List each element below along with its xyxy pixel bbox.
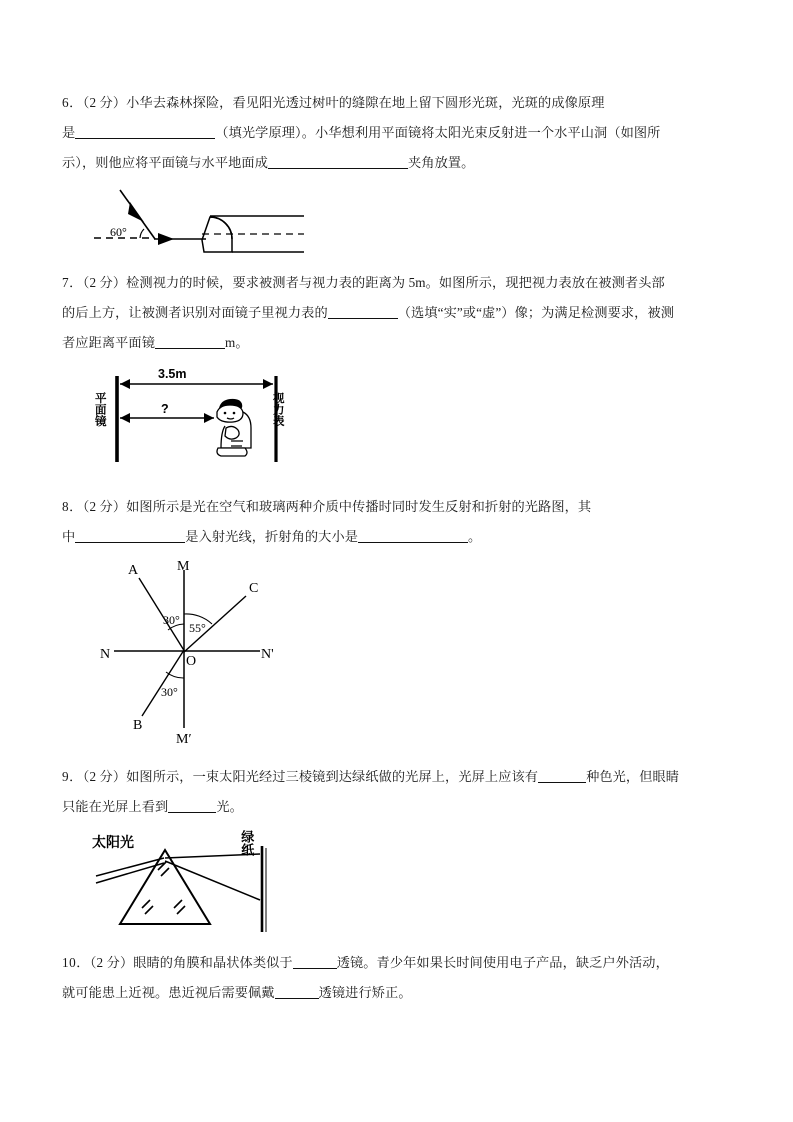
ray-B-line <box>142 650 184 716</box>
question-9-number: 9． <box>62 769 83 784</box>
question-8-marks: （2 分） <box>82 499 127 514</box>
question-7-block <box>62 268 734 358</box>
question-6-number: 6． <box>62 95 83 110</box>
question-6-text <box>62 88 734 178</box>
question-8-line1: 如图所示是光在空气和玻璃两种介质中传播时同时发生反射和折射的光路图，其 <box>126 499 592 514</box>
normal-label-M-prime: M′ <box>176 732 192 746</box>
question-8-text <box>62 492 734 552</box>
question-6-blank-1[interactable] <box>75 124 215 139</box>
question-7-line3-a: 者应距离平面镜 <box>62 335 156 350</box>
question-9-line1-b: 种色光，但眼睛 <box>586 769 680 784</box>
question-7-number: 7． <box>62 275 83 290</box>
question-9-line2-b: 光。 <box>216 799 243 814</box>
question-8-blank-2[interactable] <box>358 528 468 543</box>
question-10-line1-b: 透镜。青少年如果长时间使用电子产品，缺乏户外活动， <box>336 955 669 970</box>
question-7-line1: 检测视力的时候，要求被测者与视力表的距离为 5m。如图所示，现把视力表放在被测者头部 <box>126 275 665 290</box>
question-6-line2-b: （填光学原理）。小华想利用平面镜将太阳光束反射进一个水平山洞（如图所 <box>215 125 661 140</box>
question-10-text <box>62 948 734 1008</box>
angle-label-30-lower: 30° <box>161 685 178 699</box>
question-6-line3-b: 夹角放置。 <box>408 155 475 170</box>
question-10-blank-2[interactable] <box>275 984 319 999</box>
question-9-line1: 如图所示，一束太阳光经过三棱镜到达绿纸做的光屏上，光屏上应该有 <box>126 769 539 784</box>
interface-label-N: N <box>100 647 111 662</box>
question-6-line3-a: 示），则他应将平面镜与水平地面成 <box>62 155 268 170</box>
dimension-label-3-5m: 3.5m <box>158 367 187 381</box>
question-6-line1: 小华去森林探险，看见阳光透过树叶的缝隙在地上留下圆形光斑，光斑的成像原理 <box>126 95 605 110</box>
question-9-blank-1[interactable] <box>538 768 586 783</box>
ray-label-B: B <box>133 718 143 733</box>
mirror-cave-figure <box>92 182 312 260</box>
question-10-marks: （2 分） <box>89 955 134 970</box>
angle-label-55: 55° <box>189 621 206 635</box>
angle-arc <box>140 229 144 238</box>
question-7-blank-2[interactable] <box>155 334 225 349</box>
question-10-number: 10． <box>62 955 90 970</box>
question-10-line2-a: 就可能患上近视。患近视后需要佩戴 <box>62 985 275 1000</box>
dimension-label-unknown: ? <box>161 402 169 416</box>
dispersed-beam <box>165 854 260 900</box>
question-10-block <box>62 948 734 1008</box>
eye-chart-label: 视力表 <box>271 392 284 427</box>
horizontal-cave-tunnel <box>202 216 304 252</box>
ray-label-A: A <box>128 563 139 578</box>
prism-hatch-marks <box>142 862 185 914</box>
question-9-blank-2[interactable] <box>168 798 216 813</box>
question-7-line2-b: （选填“实”或“虚”）像；为满足检测要求，被测 <box>397 305 675 320</box>
question-10-blank-1[interactable] <box>293 954 337 969</box>
prism-dispersion-figure <box>88 828 288 940</box>
question-7-text <box>62 268 734 358</box>
question-9-text <box>62 762 734 822</box>
question-8-line2-a: 中 <box>62 529 76 544</box>
reflected-ray <box>154 233 206 245</box>
interface-label-N-prime: N' <box>261 647 274 662</box>
question-6-blank-2[interactable] <box>268 154 408 169</box>
question-9-block <box>62 762 734 822</box>
reflection-refraction-ray-figure <box>98 556 298 746</box>
eye-chart-mirror-figure <box>94 362 319 464</box>
question-7-line2-a: 的后上方，让被测者识别对面镜子里视力表的 <box>62 305 328 320</box>
origin-label-O: O <box>186 654 197 669</box>
question-9-marks: （2 分） <box>82 769 127 784</box>
angle-label-30-upper: 30° <box>163 613 180 627</box>
question-6-block <box>62 88 734 178</box>
top-dimension-line <box>120 379 273 389</box>
question-7-marks: （2 分） <box>82 275 127 290</box>
question-9-line2-a: 只能在光屏上看到 <box>62 799 169 814</box>
question-8-blank-1[interactable] <box>75 528 185 543</box>
question-10-line2-b: 透镜进行矫正。 <box>318 985 412 1000</box>
normal-label-M: M <box>177 559 190 574</box>
green-paper-label: 绿纸 <box>239 830 255 856</box>
question-8-block <box>62 492 734 552</box>
question-8-line2-c: 。 <box>468 529 482 544</box>
ray-label-C: C <box>249 581 259 596</box>
question-6-marks: （2 分） <box>82 95 127 110</box>
plane-mirror-label: 平面镜 <box>93 392 106 427</box>
question-8-number: 8． <box>62 499 83 514</box>
question-7-line3-b: m。 <box>225 335 249 350</box>
incident-sunlight-beam <box>96 858 164 883</box>
sunlight-label: 太阳光 <box>92 834 134 850</box>
seated-person-figure <box>217 399 251 456</box>
question-10-line1-a: 眼睛的角膜和晶状体类似于 <box>133 955 293 970</box>
angle-label-60: 60° <box>110 225 127 239</box>
question-8-line2-b: 是入射光线，折射角的大小是 <box>185 529 359 544</box>
question-7-blank-1[interactable] <box>328 304 398 319</box>
question-6-line2-a: 是 <box>62 125 76 140</box>
